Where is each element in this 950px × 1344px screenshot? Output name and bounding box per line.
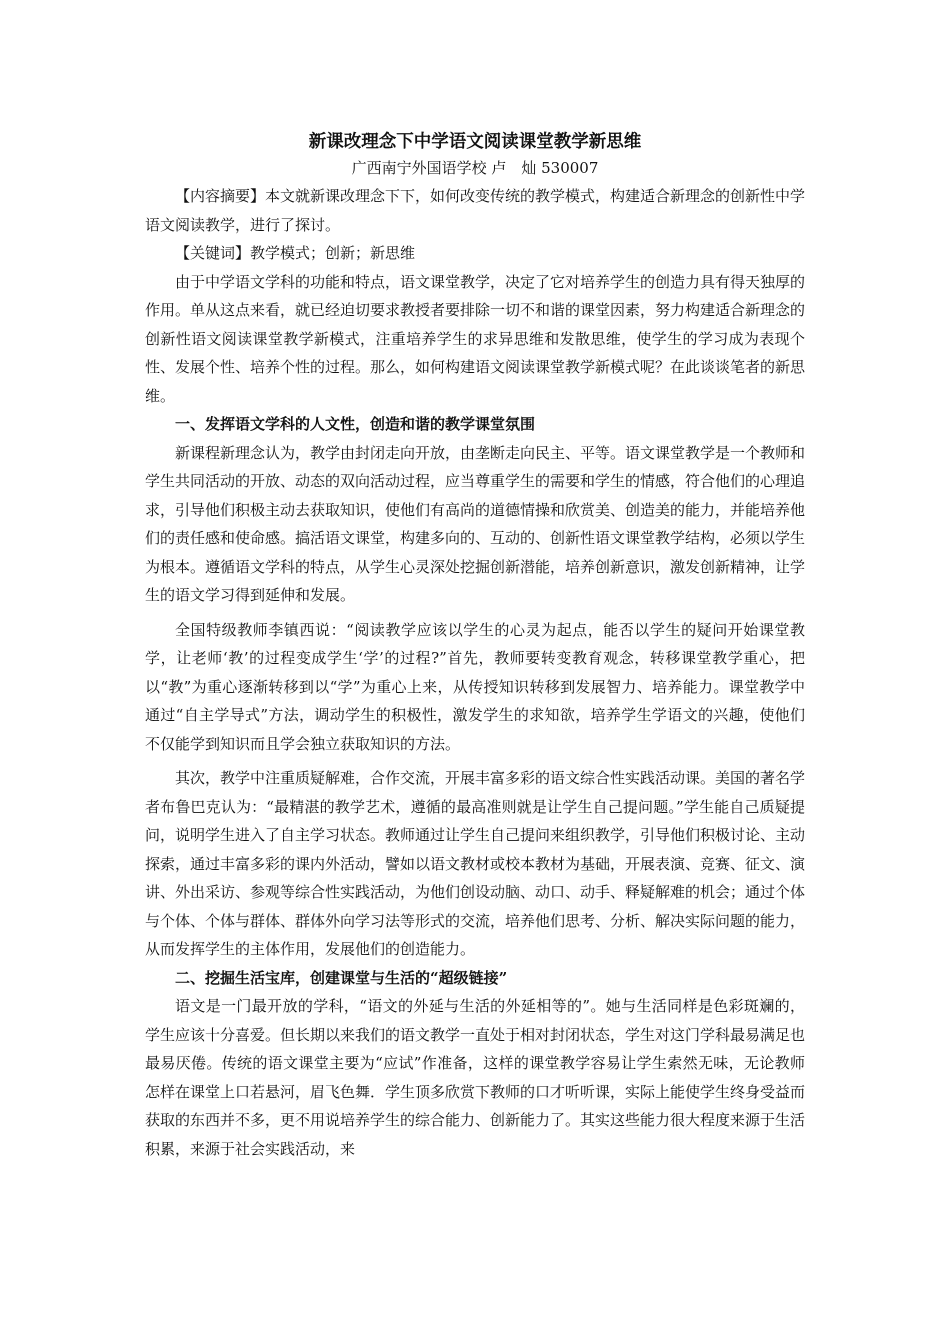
document-page	[145, 130, 805, 1163]
intro-paragraph: 由于中学语文学科的功能和特点，语文课堂教学，决定了它对培养学生的创造力具有得天独厚的作用。单从这点来看，就已经迫切要求教授者要排除一切不和谐的课堂因素，努力构建适合新理念的创新性语文阅读课堂教学新模式，注重培养学生的求异思维和发散思维，使学生的学习成为表现个性、发展个性、培养个性的过程。那么，如何构建语文阅读课堂教学新模式呢？在此谈谈笔者的新思维。	[145, 272, 806, 405]
keywords-line: 【关键词】教学模式；创新；新思维	[175, 244, 416, 262]
document-title: 新课改理念下中学语文阅读课堂教学新思维	[308, 132, 642, 152]
section-1-paragraph-1: 新课程新理念认为，教学由封闭走向开放，由垄断走向民主、平等。语文课堂教学是一个教师和学生共同活动的开放、动态的双向活动过程，应当尊重学生的需要和学生的情感，符合他们的心理追求，引导他们积极主动去获取知识，使他们有高尚的道德情操和欣赏美、创造美的能力，并能培养他们的责任感和使命感。搞活语文课堂，构建多向的、互动的、创新性语文课堂教学结构，必须以学生为根本。遵循语文学科的特点，从学生心灵深处挖掘创新潜能，培养创新意识，激发创新精神，让学生的语文学习得到延伸和发展。	[145, 443, 806, 604]
section-2-heading: 二、挖掘生活宝库，创建课堂与生活的“超级链接”	[175, 968, 508, 987]
section-2-paragraph-1: 语文是一门最开放的学科，“语文的外延与生活的外延相等的”。她与生活同样是色彩斑斓的，学生应该十分喜爱。但长期以来我们的语文教学一直处于相对封闭状态，学生对这门学科最易满足也最易厌倦。传统的语文课堂主要为“应试”作准备，这样的课堂教学容易让学生索然无味，无论教师怎样在课堂上口若悬河，眉飞色舞．学生顶多欣赏下教师的口才听听课，实际上能使学生终身受益而获取的东西并不多，更不用说培养学生的综合能力、创新能力了。其实这些能力很大程度来源于生活积累，来源于社会实践活动，来	[145, 997, 806, 1158]
author-byline: 广西南宁外国语学校 卢 灿 530007	[351, 159, 599, 177]
abstract-paragraph: 【内容摘要】本文就新课改理念下下，如何改变传统的教学模式，构建适合新理念的创新性中学语文阅读教学，进行了探讨。	[145, 187, 806, 234]
section-1-paragraph-2: 全国特级教师李镇西说：“阅读教学应该以学生的心灵为起点，能否以学生的疑问开始课堂教学，让老师‘教’的过程变成学生‘学’的过程?”首先，教师要转变教育观念，转移课堂教学重心，把以“教”为重心逐渐转移到以“学”为重心上来，从传授知识转移到发展智力、培养能力。课堂教学中通过“自主学导式”方法，调动学生的积极性，激发学生的求知欲，培养学生学语文的兴趣，使他们不仅能学到知识而且学会独立获取知识的方法。	[145, 620, 805, 753]
section-1-paragraph-3: 其次，教学中注重质疑解难，合作交流，开展丰富多彩的语文综合性实践活动课。美国的著名学者布鲁巴克认为：“最精湛的教学艺术，遵循的最高准则就是让学生自己提问题。”学生能自己质疑提问，说明学生进入了自主学习状态。教师通过让学生自己提问来组织教学，引导他们积极讨论、主动探索，通过丰富多彩的课内外活动，譬如以语文教材或校本教材为基础，开展表演、竞赛、征文、演讲、外出采访、参观等综合性实践活动，为他们创设动脑、动口、动手、释疑解难的机会；通过个体与个体、个体与群体、群体外向学习法等形式的交流，培养他们思考、分析、解决实际问题的能力，从而发挥学生的主体作用，发展他们的创造能力。	[145, 769, 806, 958]
section-1-heading: 一、发挥语文学科的人文性，创造和谐的教学课堂氛围	[175, 415, 536, 433]
